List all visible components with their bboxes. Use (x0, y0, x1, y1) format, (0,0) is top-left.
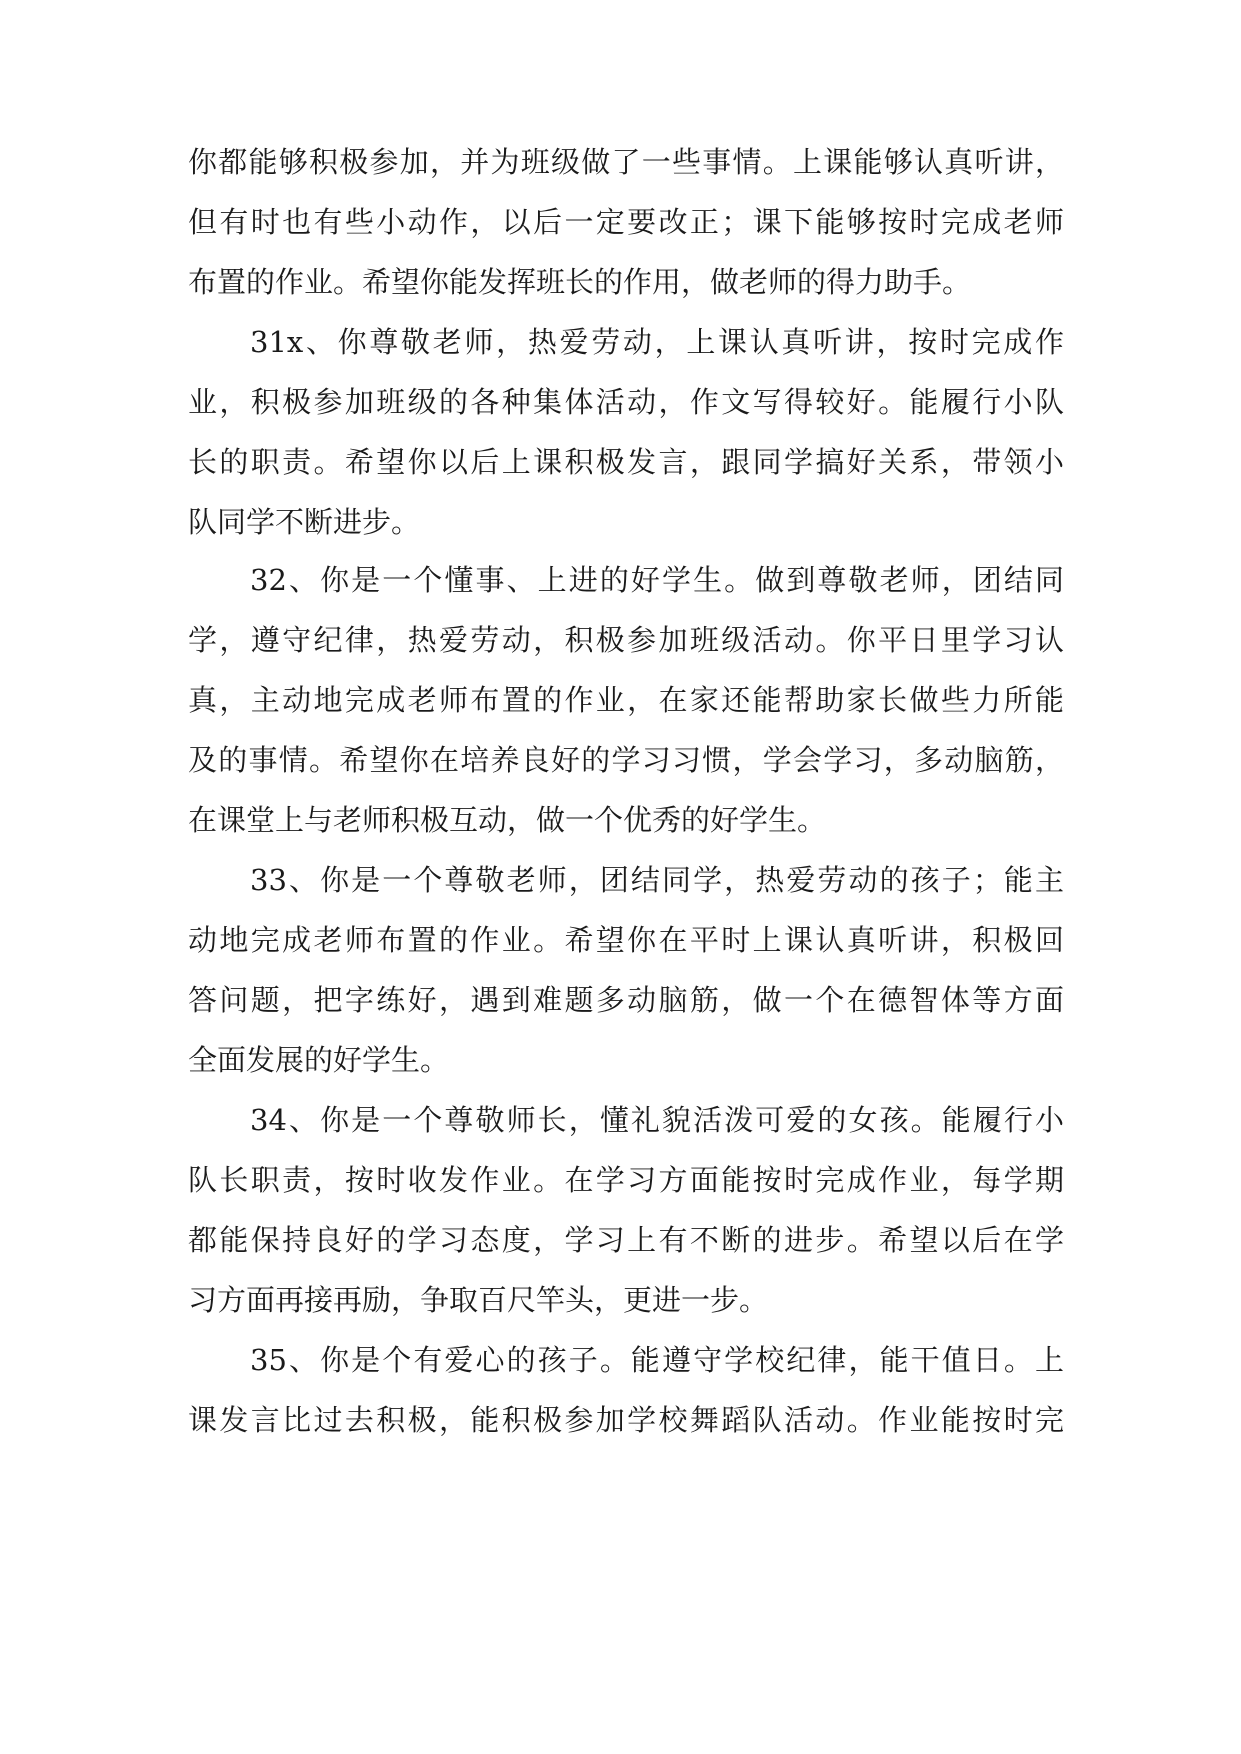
text-line: 及的事情。希望你在培养良好的学习习惯，学会学习，多动脑筋， (188, 743, 1064, 777)
text-line: 课发言比过去积极，能积极参加学校舞蹈队活动。作业能按时完 (188, 1403, 1064, 1437)
text-line: 真，主动地完成老师布置的作业，在家还能帮助家长做些力所能 (188, 683, 1064, 717)
text-line: 学，遵守纪律，热爱劳动，积极参加班级活动。你平日里学习认 (188, 623, 1064, 657)
text-line: 动地完成老师布置的作业。希望你在平时上课认真听讲，积极回 (188, 923, 1064, 957)
text-line: 全面发展的好学生。 (188, 1043, 450, 1077)
text-line: 习方面再接再励，争取百尺竿头，更进一步。 (188, 1283, 769, 1317)
text-line: 都能保持良好的学习态度，学习上有不断的进步。希望以后在学 (188, 1223, 1064, 1257)
paragraph-35-first-line: 35、你是个有爱心的孩子。能遵守学校纪律，能干值日。上 (250, 1343, 1064, 1377)
paragraph-31-first-line: 31x、你尊敬老师，热爱劳动，上课认真听讲，按时完成作 (250, 325, 1064, 359)
paragraph-33-first-line: 33、你是一个尊敬老师，团结同学，热爱劳动的孩子；能主 (250, 863, 1064, 897)
text-line: 布置的作业。希望你能发挥班长的作用，做老师的得力助手。 (188, 265, 972, 299)
text-line: 答问题，把字练好，遇到难题多动脑筋，做一个在德智体等方面 (188, 983, 1064, 1017)
paragraph-32-first-line: 32、你是一个懂事、上进的好学生。做到尊敬老师，团结同 (250, 563, 1064, 597)
paragraph-34-first-line: 34、你是一个尊敬师长，懂礼貌活泼可爱的女孩。能履行小 (250, 1103, 1064, 1137)
text-line: 队同学不断进步。 (188, 505, 421, 539)
text-line: 队长职责，按时收发作业。在学习方面能按时完成作业，每学期 (188, 1163, 1064, 1197)
text-line: 业，积极参加班级的各种集体活动，作文写得较好。能履行小队 (188, 385, 1064, 419)
text-line: 在课堂上与老师积极互动，做一个优秀的好学生。 (188, 803, 827, 837)
text-line: 但有时也有些小动作，以后一定要改正；课下能够按时完成老师 (188, 205, 1064, 239)
text-line: 你都能够积极参加，并为班级做了一些事情。上课能够认真听讲， (188, 145, 1064, 179)
text-line: 长的职责。希望你以后上课积极发言，跟同学搞好关系，带领小 (188, 445, 1064, 479)
